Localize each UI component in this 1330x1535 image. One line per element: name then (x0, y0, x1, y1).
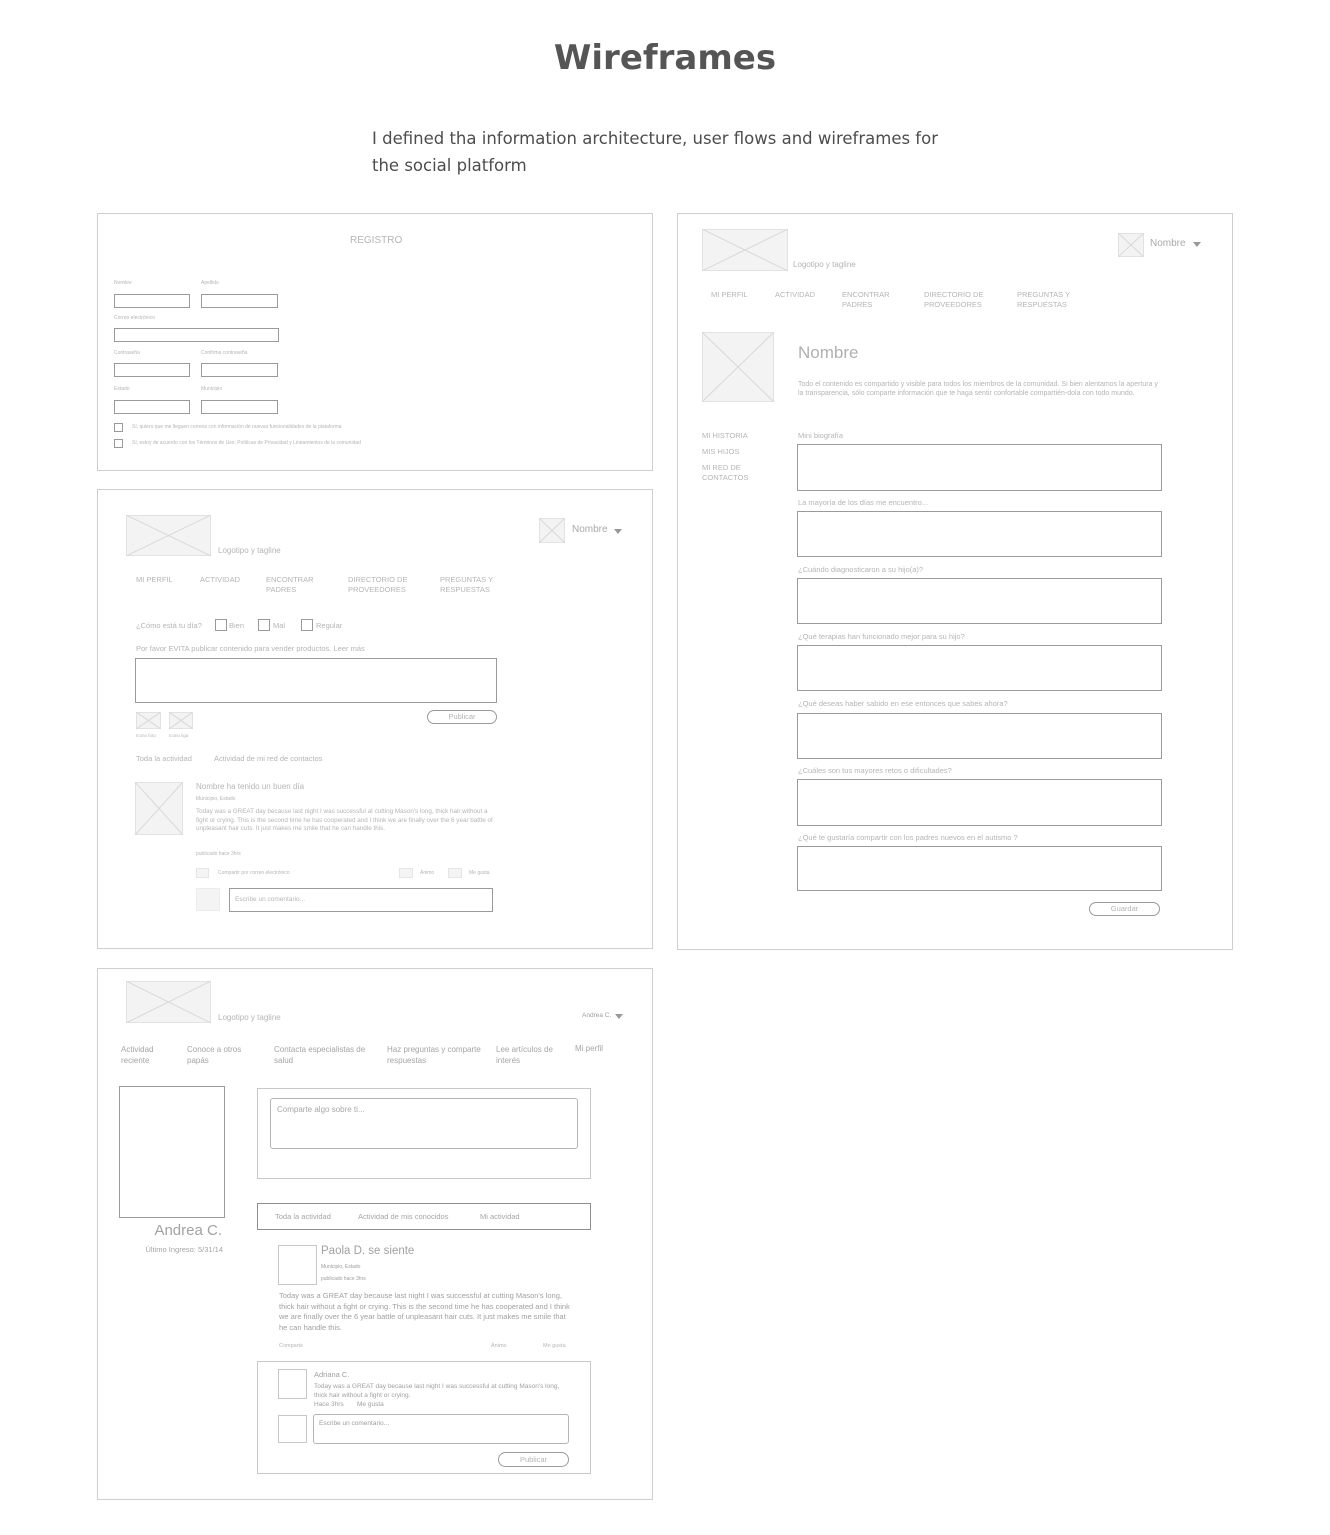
tab-actividad-red[interactable]: Actividad de mi red de contactos (214, 754, 323, 763)
chevron-down-icon[interactable] (615, 1014, 623, 1019)
mood-question: ¿Cómo está tu día? (136, 621, 202, 630)
sabido-textarea[interactable] (797, 713, 1162, 759)
profile-description: Todo el contenido es compartido y visible para todos los miembros de la comunidad. Si bien alentamos la apertura y la transparencia, sólo comparte información que te haga sentir confortable compartién-dola con todo mundo. (798, 381, 1158, 397)
mood-mal-label: Mal (273, 621, 286, 630)
profile-photo (119, 1086, 225, 1218)
wireframe-registro (97, 213, 653, 471)
last-login: Último Ingreso: 5/31/14 (145, 1245, 223, 1254)
nav-preguntas[interactable]: PREGUNTAS Y RESPUESTAS (1017, 290, 1070, 309)
nav-mi-perfil[interactable]: Mi perfil (575, 1044, 604, 1053)
mood-regular-checkbox[interactable] (301, 619, 313, 631)
label-correo: Correo electrónico (114, 315, 155, 321)
mood-mal-checkbox[interactable] (258, 619, 270, 631)
comment-like-link[interactable]: Me gusta (357, 1401, 384, 1408)
tagline: Logotipo y tagline (793, 260, 856, 269)
nav-actividad-reciente[interactable]: Actividad reciente (121, 1045, 154, 1065)
correo-field[interactable] (114, 328, 279, 342)
nav-actividad[interactable]: ACTIVIDAD (775, 290, 816, 299)
photo-icon[interactable] (136, 712, 161, 729)
compartir-textarea[interactable] (797, 846, 1162, 891)
municipio-select[interactable] (201, 400, 278, 414)
comment-avatar (278, 1369, 307, 1399)
side-mi-red[interactable]: MI RED DE CONTACTOS (702, 463, 749, 482)
share-email-icon[interactable] (196, 868, 209, 878)
field-label-mood: La mayoría de los días me encuentro... (798, 498, 929, 507)
label-apellido: Apellido (201, 280, 219, 286)
comment-time: Hace 3hrs (314, 1401, 344, 1408)
nav-preguntas[interactable]: Haz preguntas y comparte respuestas (387, 1045, 481, 1065)
user-menu[interactable]: Andrea C. (582, 1012, 612, 1019)
label-contrasena: Contraseña (114, 350, 140, 356)
page-title: Wireframes (553, 38, 777, 78)
post-animo-link[interactable]: Ánimo (491, 1343, 507, 1349)
reply-publish-button[interactable]: Publicar (498, 1452, 569, 1467)
apellido-field[interactable] (201, 294, 278, 308)
post-like-link[interactable]: Me gusta (543, 1343, 566, 1349)
nav-directorio[interactable]: DIRECTORIO DE PROVEEDORES (348, 575, 408, 594)
logo-placeholder (126, 981, 211, 1023)
like-icon[interactable] (448, 868, 462, 878)
post-body: Today was a GREAT day because last night I was successful at cutting Mason's long, thick hair without a fight or crying. This is the second time he has cooperated and I think we are finally over the 6 year battle of unpleasant hair cuts. It just makes me smile that he can handle this. (196, 808, 493, 832)
side-mi-historia[interactable]: MI HISTORIA (702, 431, 748, 440)
label-nombre: Nombre (114, 280, 132, 286)
nav-articulos[interactable]: Lee artículos de interés (496, 1045, 553, 1065)
tab-toda-actividad[interactable]: Toda la actividad (275, 1212, 331, 1221)
field-label-sabido: ¿Qué deseas haber sabido en ese entonces que sabes ahora? (798, 699, 1008, 708)
field-label-retos: ¿Cuáles son tus mayores retos o dificultades? (798, 766, 952, 775)
chevron-down-icon[interactable] (1193, 242, 1201, 247)
logo-placeholder (702, 229, 788, 271)
notice-text[interactable]: Por favor EVITA publicar contenido para vender productos. Leer más (136, 644, 365, 653)
retos-textarea[interactable] (797, 779, 1162, 826)
wireframe-perfil (677, 213, 1233, 950)
nav-conoce-papas[interactable]: Conoce a otros papás (187, 1045, 242, 1065)
nav-actividad[interactable]: ACTIVIDAD (200, 575, 241, 584)
registro-heading: REGISTRO (350, 235, 403, 246)
post-avatar (135, 782, 183, 835)
mood-bien-checkbox[interactable] (215, 619, 227, 631)
nav-preguntas[interactable]: PREGUNTAS Y RESPUESTAS (440, 575, 493, 594)
intro-text: I defined tha information architecture, user flows and wireframes for the social platform (372, 129, 938, 175)
tab-mis-conocidos[interactable]: Actividad de mis conocidos (358, 1212, 449, 1221)
field-label-diagnostico: ¿Cuándo diagnosticaron a su hijo(a)? (798, 565, 924, 574)
nav-mi-perfil[interactable]: MI PERFIL (136, 575, 173, 584)
photo-icon-label: Icono foto (136, 733, 156, 738)
tab-toda-actividad[interactable]: Toda la actividad (136, 754, 192, 763)
side-mis-hijos[interactable]: MIS HIJOS (702, 447, 740, 456)
chevron-down-icon[interactable] (614, 529, 622, 534)
contrasena-field[interactable] (114, 363, 190, 377)
nav-mi-perfil[interactable]: MI PERFIL (711, 290, 748, 299)
tagline: Logotipo y tagline (218, 1013, 281, 1022)
post-share-link[interactable]: Comparte (279, 1343, 304, 1349)
post-textarea[interactable] (135, 658, 497, 703)
wireframe-home (97, 968, 653, 1500)
post-avatar (278, 1245, 317, 1285)
mood-textarea[interactable] (797, 511, 1162, 557)
terapias-textarea[interactable] (797, 645, 1162, 691)
tab-mi-actividad[interactable]: Mi actividad (480, 1212, 520, 1221)
nav-especialistas[interactable]: Contacta especialistas de salud (274, 1045, 366, 1065)
animo-link[interactable]: Ánimo (420, 870, 435, 876)
publish-button[interactable]: Publicar (427, 710, 497, 724)
wireframe-actividad (97, 489, 653, 949)
post-body: Today was a GREAT day because last night I was successful at cutting Mason's long, thick hair without a fight or crying. This is the second time he has cooperated and I think we are finally over the 6 year battle of unpleasant hair cuts. It just makes me smile that he can handle this. (279, 1291, 570, 1332)
comment-body: Today was a GREAT day because last night I was successful at cutting Mason's long, thick hair without a fight or crying. (314, 1383, 560, 1399)
bio-textarea[interactable] (797, 444, 1162, 491)
share-email-link[interactable]: Compartir por correo electrónico (218, 870, 290, 876)
terms-checkbox[interactable] (114, 439, 123, 448)
avatar-icon (1118, 233, 1144, 257)
share-placeholder: Comparte algo sobre ti... (277, 1105, 365, 1114)
estado-select[interactable] (114, 400, 190, 414)
comment-placeholder: Escribe un comentario... (235, 896, 306, 903)
nav-directorio[interactable]: DIRECTORIO DE PROVEEDORES (924, 290, 984, 309)
nav-encontrar-padres[interactable]: ENCONTRAR PADRES (266, 575, 314, 594)
mood-bien-label: Bien (229, 621, 245, 630)
label-municipio: Municipio (201, 386, 223, 392)
nav-encontrar-padres[interactable]: ENCONTRAR PADRES (842, 290, 890, 309)
profile-photo (702, 332, 774, 402)
avatar-icon (539, 518, 565, 543)
field-label-compartir: ¿Qué te gustaría compartir con los padres nuevos en el autismo ? (798, 833, 1018, 842)
user-menu[interactable]: Nombre (572, 524, 608, 535)
newsletter-label: Sí, quiero que me lleguen correos con información de nuevas funcionalidades de la plataforma (132, 424, 342, 430)
post-time: publicado hace 3hrs (196, 851, 241, 857)
profile-name: Andrea C. (154, 1222, 222, 1239)
confirma-field[interactable] (201, 363, 278, 377)
save-button[interactable]: Guardar (1089, 902, 1160, 916)
nombre-field[interactable] (114, 294, 190, 308)
link-icon[interactable] (169, 712, 193, 729)
animo-icon[interactable] (399, 868, 413, 878)
diagnostico-textarea[interactable] (797, 578, 1162, 624)
reply-avatar (278, 1415, 307, 1443)
label-estado: Estado (114, 386, 130, 392)
post-time: publicado hace 3hrs (321, 1276, 366, 1282)
tagline: Logotipo y tagline (218, 546, 281, 555)
label-confirma: Confirma contraseña (201, 350, 248, 356)
profile-name: Nombre (798, 343, 859, 362)
commenter-avatar (196, 888, 220, 911)
post-author: Paola D. se siente (321, 1245, 415, 1257)
user-menu[interactable]: Nombre (1150, 238, 1186, 249)
field-label-bio: Mini biografía (798, 431, 844, 440)
reply-input[interactable] (313, 1414, 569, 1444)
logo-placeholder (126, 515, 211, 556)
link-icon-label: Icono liga (169, 733, 189, 738)
field-label-terapias: ¿Qué terapias han funcionado mejor para su hijo? (798, 632, 965, 641)
terms-label: Sí, estoy de acuerdo con los Términos de Uso, Políticas de Privacidad y Lineamientos de la comunidad (132, 440, 361, 446)
post-location: Municipio, Estado (196, 796, 236, 802)
comment-author: Adriana C. (314, 1370, 350, 1379)
reply-placeholder: Escribe un comentario... (319, 1420, 390, 1427)
mood-regular-label: Regular (316, 621, 343, 630)
post-title: Nombre ha tenido un buen día (196, 782, 305, 791)
newsletter-checkbox[interactable] (114, 423, 123, 432)
post-location: Municipio, Estado (321, 1264, 361, 1270)
like-link[interactable]: Me gusta (469, 870, 490, 876)
